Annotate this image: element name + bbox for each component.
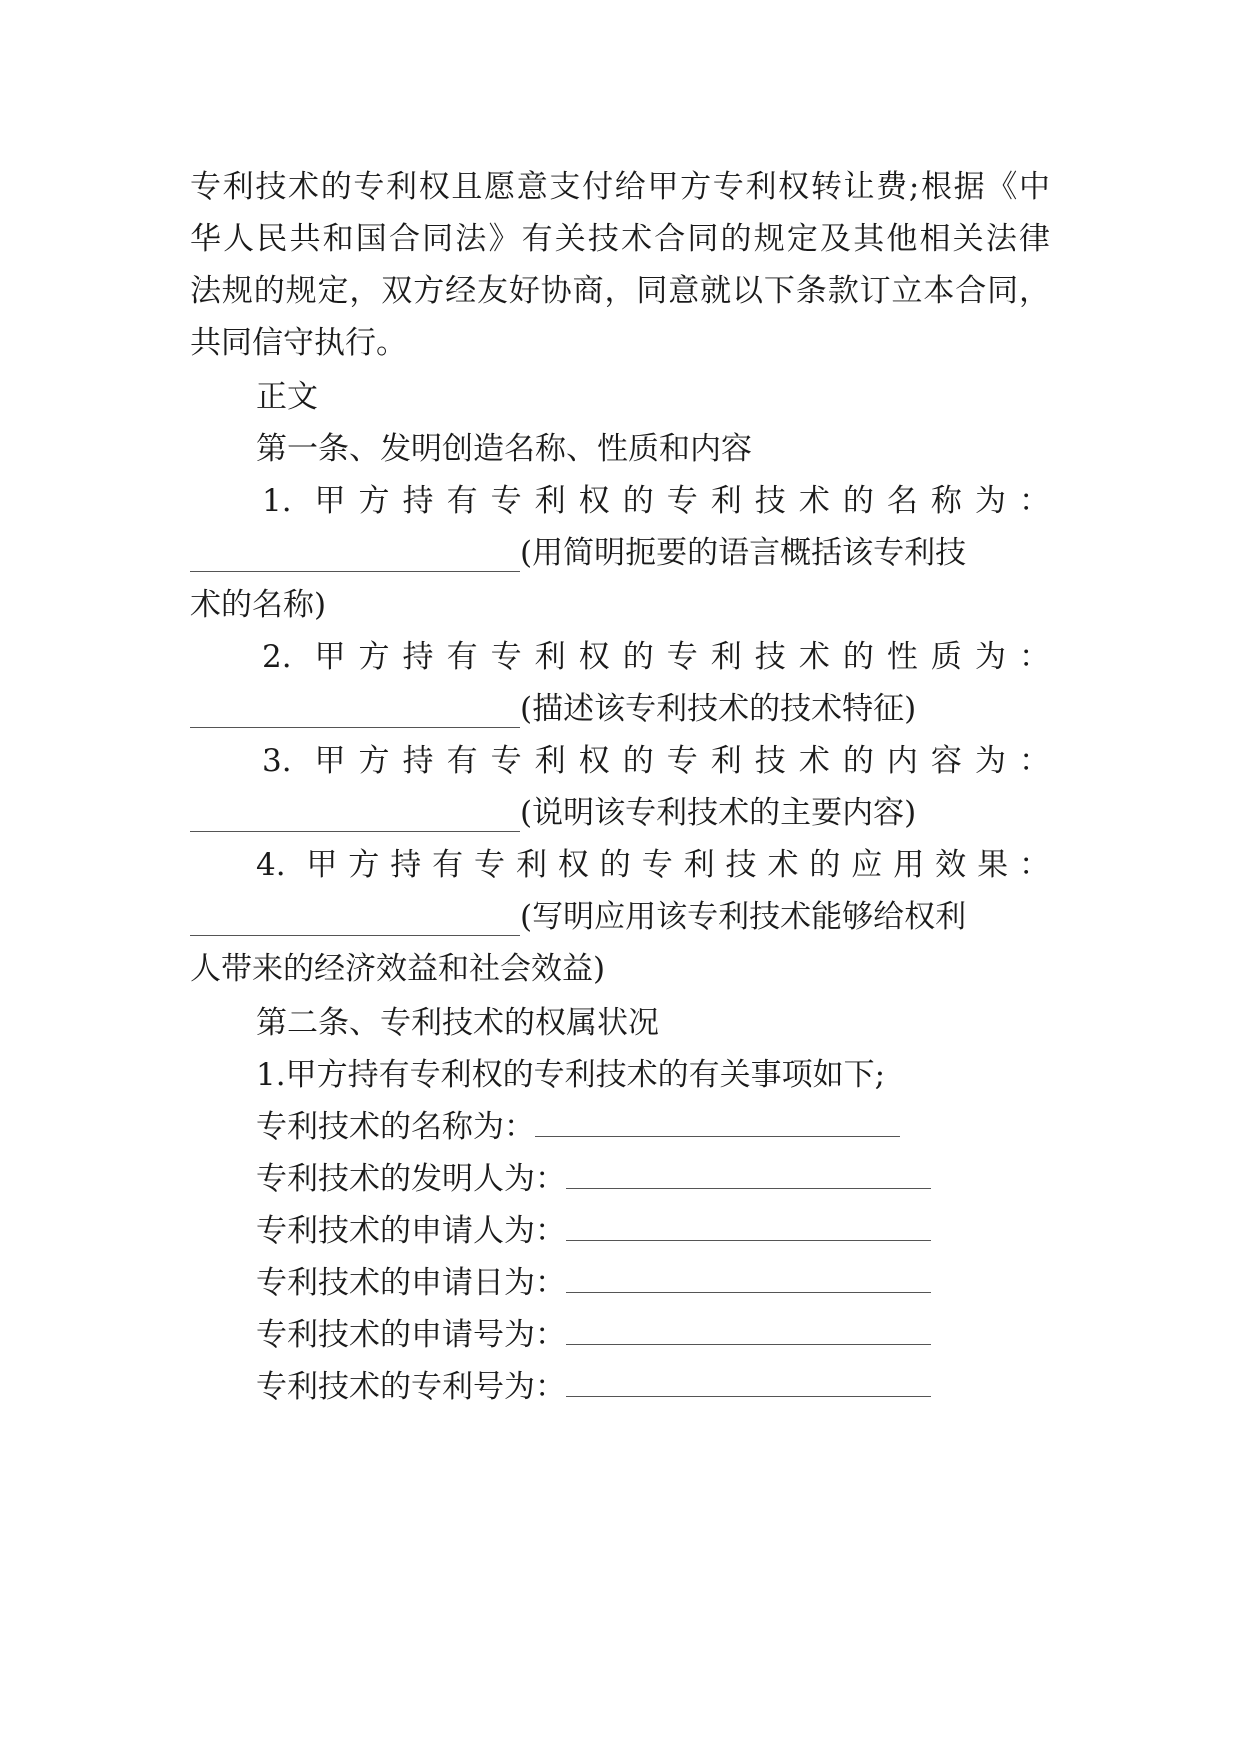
field-row <box>256 1254 1050 1312</box>
article-item-hint: (描述该专利技术的技术特征) <box>520 691 917 727</box>
field-blank[interactable] <box>566 1310 931 1345</box>
fill-in-blank[interactable] <box>190 901 520 936</box>
field-blank[interactable] <box>535 1102 900 1137</box>
section-heading: 正文 <box>256 379 318 415</box>
article-item-hint-cont: 人带来的经济效益和社会效益) <box>190 951 606 987</box>
fill-in-blank[interactable] <box>190 693 520 728</box>
article-item-lead: 3. 甲方持有专利权的专利技术的内容为： <box>262 743 1050 779</box>
article-item-hint: (写明应用该专利技术能够给权利 <box>520 899 967 935</box>
paragraph-line: 法规的规定，双方经友好协商，同意就以下条款订立本合同， <box>190 273 1050 309</box>
article-title: 第一条、发明创造名称、性质和内容 <box>256 431 752 467</box>
paragraph-line: 专利技术的专利权且愿意支付给甲方专利权转让费;根据《中 <box>190 169 1050 205</box>
field-label: 专利技术的发明人为： <box>256 1161 566 1197</box>
article-item-line <box>190 524 1050 582</box>
article-item-lead: 4. 甲方持有专利权的专利技术的应用效果： <box>256 847 1050 883</box>
field-label: 专利技术的申请日为： <box>256 1265 566 1301</box>
field-row <box>256 1150 1050 1208</box>
article-item-line <box>190 888 1050 946</box>
article-item-line <box>190 784 1050 842</box>
field-blank[interactable] <box>566 1206 931 1241</box>
paragraph-line: 华人民共和国合同法》有关技术合同的规定及其他相关法律 <box>190 221 1050 257</box>
field-row <box>256 1202 1050 1260</box>
field-blank[interactable] <box>566 1258 931 1293</box>
field-row <box>256 1098 1050 1156</box>
paragraph-line: 共同信守执行。 <box>190 325 407 361</box>
document-page <box>190 158 1050 1678</box>
article-item-lead: 1. 甲方持有专利权的专利技术的名称为： <box>262 483 1050 519</box>
field-row <box>256 1358 1050 1416</box>
article-intro: 1.甲方持有专利权的专利技术的有关事项如下; <box>256 1057 886 1093</box>
field-label: 专利技术的申请号为： <box>256 1317 566 1353</box>
field-label: 专利技术的申请人为： <box>256 1213 566 1249</box>
field-blank[interactable] <box>566 1362 931 1397</box>
field-blank[interactable] <box>566 1154 931 1189</box>
field-label: 专利技术的名称为： <box>256 1109 535 1145</box>
fill-in-blank[interactable] <box>190 537 520 572</box>
field-row <box>256 1306 1050 1364</box>
fill-in-blank[interactable] <box>190 797 520 832</box>
field-label: 专利技术的专利号为： <box>256 1369 566 1405</box>
article-item-hint: (用简明扼要的语言概括该专利技 <box>520 535 967 571</box>
article-item-hint: (说明该专利技术的主要内容) <box>520 795 917 831</box>
article-item-hint-cont: 术的名称) <box>190 587 327 623</box>
article-item-lead: 2. 甲方持有专利权的专利技术的性质为： <box>262 639 1050 675</box>
article-title: 第二条、专利技术的权属状况 <box>256 1005 659 1041</box>
article-item-line <box>190 680 1050 738</box>
